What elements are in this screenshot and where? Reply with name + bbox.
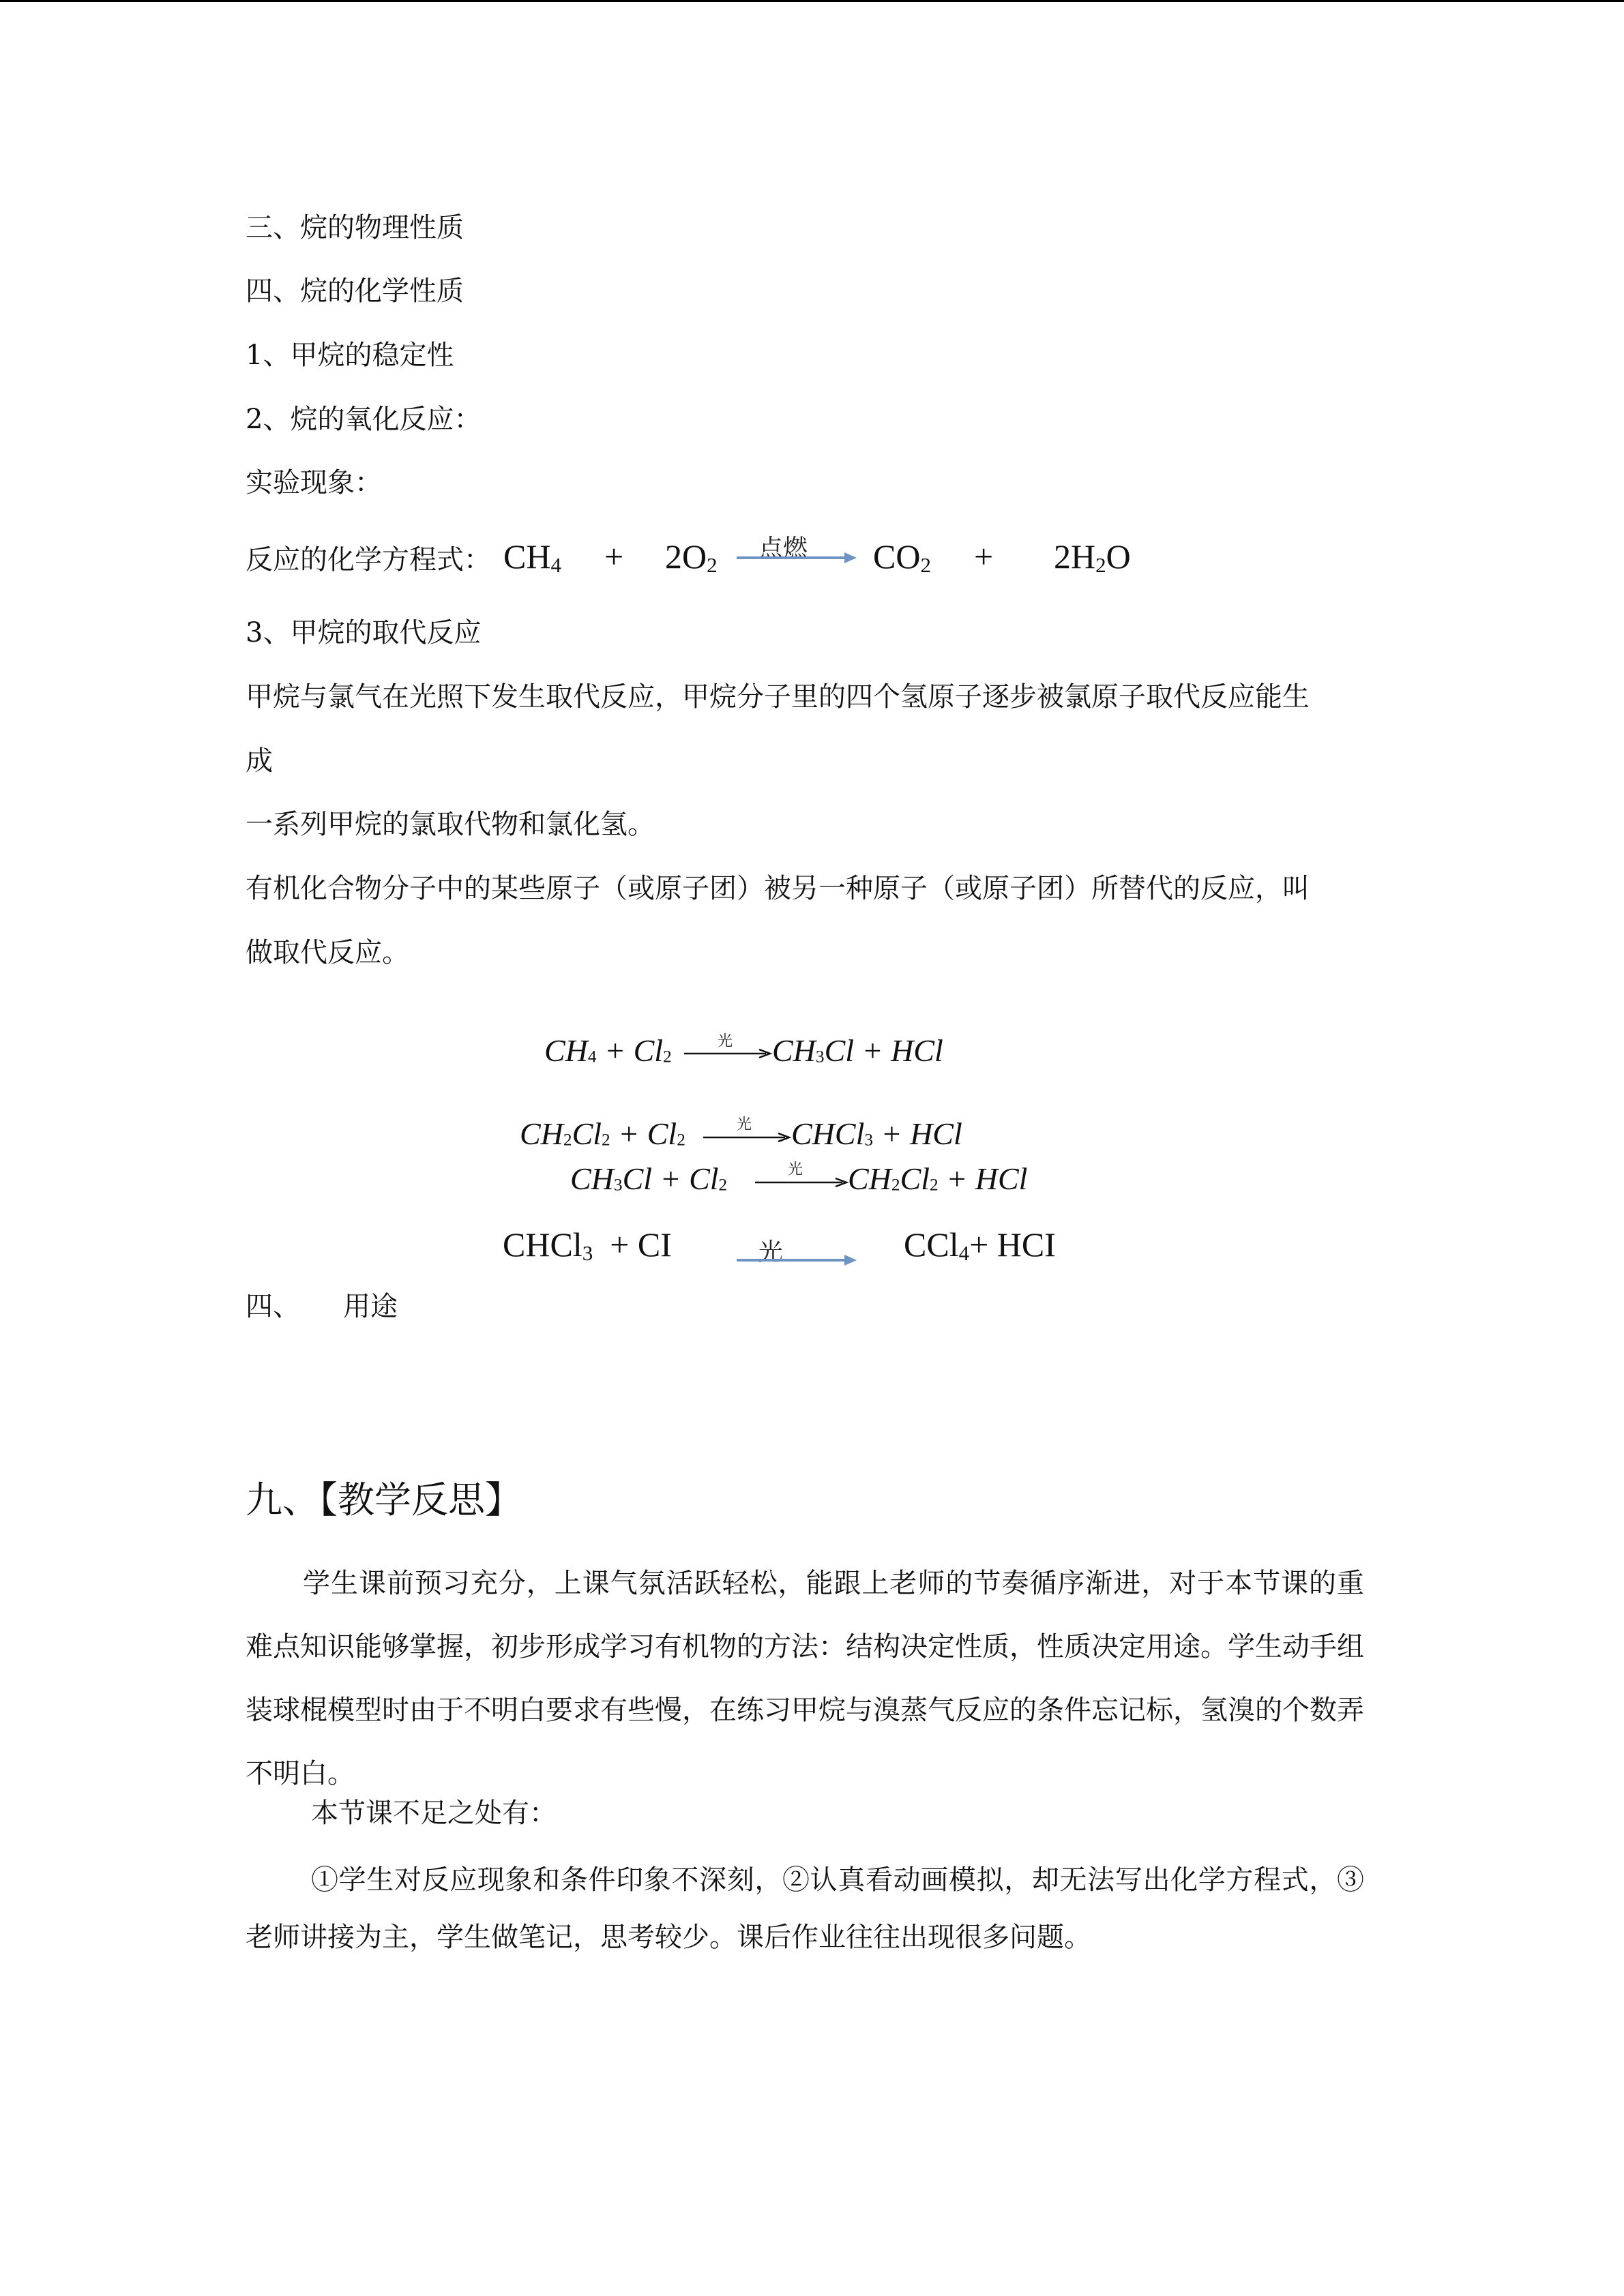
- product-water: $2H_2O$: [1054, 537, 1131, 578]
- eq2-arrow: [703, 1132, 792, 1143]
- product-carbon-dioxide: $CO_2$: [873, 537, 931, 578]
- substitution-description-line3: 一系列甲烷的氯取代物和氯化氢。: [246, 809, 655, 840]
- reactant-oxygen: $2O_2$: [665, 537, 718, 578]
- plus-sign: +: [604, 537, 624, 576]
- section-chemical-properties: 四、烷的化学性质: [246, 275, 464, 307]
- eq3-arrow: [755, 1177, 849, 1188]
- reflection-paragraph: 学生课前预习充分，上课气氛活跃轻松，能跟上老师的节奏循序渐进，对于本节课的重难点知识能够掌握，初步形成学习有机物的方法：结构决定性质，性质决定用途。学生动手组装球棍模型时由于不明白要求有些慢，在练习甲烷与溴蒸气反应的条件忘记标，氢溴的个数弄不明白。: [246, 1568, 1364, 1789]
- eq1-products: CH3Cl + HCl: [772, 1033, 943, 1068]
- eq4-reactants: CHCl$_3$ + CI: [503, 1225, 672, 1266]
- section-uses-label: 用途: [343, 1291, 398, 1322]
- substitution-definition-line2: 做取代反应。: [246, 937, 409, 968]
- equation-label: 反应的化学方程式：: [246, 544, 491, 576]
- eq1-reactants: CH4 + Cl2: [544, 1033, 672, 1068]
- experiment-phenomenon-label: 实验现象：: [246, 467, 382, 498]
- eq3-products: CH2Cl2 + HCl: [848, 1161, 1028, 1196]
- shortcomings-label: 本节课不足之处有：: [311, 1798, 557, 1829]
- reactant-methane: $CH_4$: [503, 537, 561, 578]
- plus-sign: +: [974, 537, 994, 576]
- eq4-products: CCl$_4$+ HCI: [904, 1225, 1056, 1266]
- substitution-description-line1: 甲烷与氯气在光照下发生取代反应，甲烷分子里的四个氢原子逐步被氯原子取代反应能生: [246, 681, 1310, 713]
- eq4-arrow: [737, 1252, 859, 1268]
- reflection-heading: 九、【教学反思】: [246, 1478, 522, 1521]
- shortcomings-paragraph: ①学生对反应现象和条件印象不深刻，②认真看动画模拟，却无法写出化学方程式，③老师讲接为主，学生做笔记，思考较少。课后作业往往出现很多问题。: [246, 1864, 1364, 1953]
- eq2-reactants: CH2Cl2 + Cl2: [520, 1116, 685, 1151]
- section-physical-properties: 三、烷的物理性质: [246, 212, 464, 243]
- eq3-condition-light: 光: [788, 1161, 803, 1178]
- eq1-arrow: [684, 1048, 773, 1059]
- eq2-condition-light: 光: [737, 1116, 752, 1133]
- eq2-products: CHCl3 + HCl: [791, 1116, 962, 1151]
- condition-ignite: 点燃: [758, 535, 808, 563]
- item-substitution-reaction: 3、甲烷的取代反应: [246, 617, 482, 648]
- substitution-description-line2: 成: [246, 745, 273, 777]
- section-uses-number: 四、: [246, 1291, 300, 1322]
- page-top-border: [0, 0, 1624, 2]
- substitution-definition-line1: 有机化合物分子中的某些原子（或原子团）被另一种原子（或原子团）所替代的反应，叫: [246, 873, 1310, 904]
- eq4-condition-light: 光: [758, 1238, 784, 1266]
- eq1-condition-light: 光: [718, 1033, 733, 1050]
- eq3-reactants: CH3Cl + Cl2: [570, 1161, 728, 1196]
- item-oxidation-reaction: 2、烷的氧化反应：: [246, 404, 482, 435]
- reaction-arrow: [737, 550, 859, 566]
- item-methane-stability: 1、甲烷的稳定性: [246, 340, 454, 371]
